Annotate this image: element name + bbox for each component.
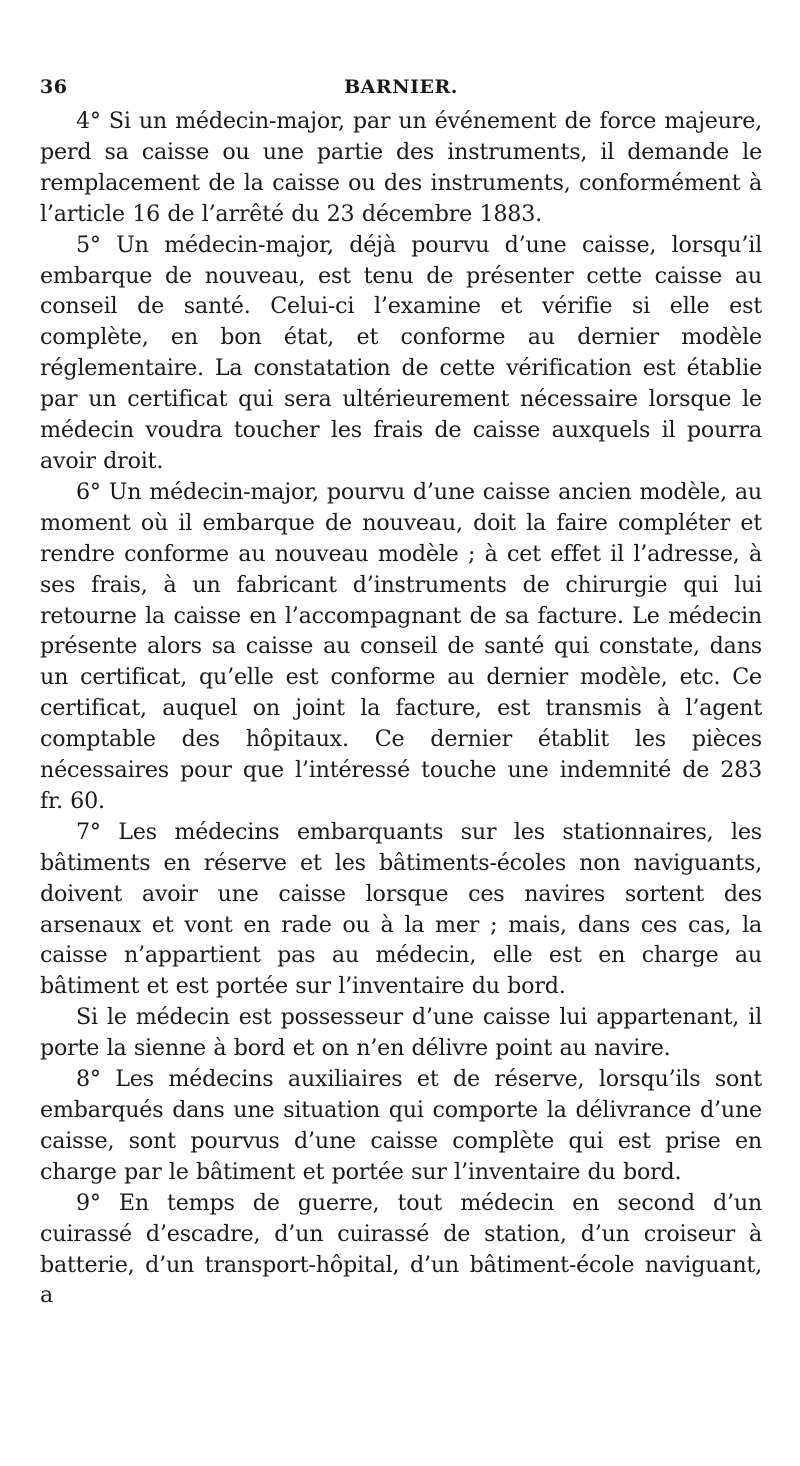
paragraph-item-4: 4° Si un médecin-major, par un événement de force majeure, perd sa caisse ou une partie des instruments, il demande le remplacement de la caisse ou des instruments, conformément à l’article 16 de l’arrêté du 23 décembre 1883. bbox=[40, 108, 762, 227]
paragraph-item-7: 7° Les médecins embarquants sur les stationnaires, les bâtiments en réserve et les bâtiments-écoles non naviguants, doivent avoir une caisse lorsque ces navires sortent des arsenaux et vont en rade ou à la mer ; mais, dans ces cas, la caisse n’appartient pas au médecin, elle est en charge au bâtiment et est portée sur l’inventaire du bord. bbox=[40, 818, 762, 1000]
paragraph-item-5: 5° Un médecin-major, déjà pourvu d’une caisse, lorsqu’il embarque de nouveau, est tenu de présenter cette caisse au conseil de santé. Celui-ci l’examine et vérifie si elle est complète, en bon état, et conforme au dernier modèle réglementaire. La constatation de cette vérification est établie par un certificat qui sera ultérieurement nécessaire lorsque le médecin voudra toucher les frais de caisse auxquels il pourra avoir droit. bbox=[40, 231, 762, 474]
body-text bbox=[40, 106, 762, 1311]
page-number: 36 bbox=[40, 76, 68, 98]
running-title: BARNIER. bbox=[344, 76, 458, 98]
document-page bbox=[40, 70, 762, 1311]
paragraph-item-6: 6° Un médecin-major, pourvu d’une caisse ancien modèle, au moment où il embarque de nouveau, doit la faire compléter et rendre conforme au nouveau modèle ; à cet effet il l’adresse, à ses frais, à un fabricant d’instruments de chirurgie qui lui retourne la caisse en l’accompagnant de sa facture. Le médecin présente alors sa caisse au conseil de santé qui constate, dans un certificat, qu’elle est conforme au dernier modèle, etc. Ce certificat, auquel on joint la facture, est transmis à l’agent comptable des hôpitaux. Ce dernier établit les pièces nécessaires pour que l’intéressé touche une indemnité de 283 fr. 60. bbox=[40, 478, 762, 814]
paragraph-item-9: 9° En temps de guerre, tout médecin en second d’un cuirassé d’escadre, d’un cuirassé de station, d’un croiseur à batterie, d’un transport-hôpital, d’un bâtiment-école naviguant, a bbox=[40, 1189, 762, 1309]
paragraph-item-7-continued: Si le médecin est possesseur d’une caisse lui appartenant, il porte la sienne à bord et on n’en délivre point au navire. bbox=[40, 1004, 762, 1062]
paragraph-item-8: 8° Les médecins auxiliaires et de réserve, lorsqu’ils sont embarqués dans une situation qui comporte la délivrance d’une caisse, sont pourvus d’une caisse complète qui est prise en charge par le bâtiment et portée sur l’inventaire du bord. bbox=[40, 1066, 762, 1185]
running-head bbox=[40, 70, 762, 106]
